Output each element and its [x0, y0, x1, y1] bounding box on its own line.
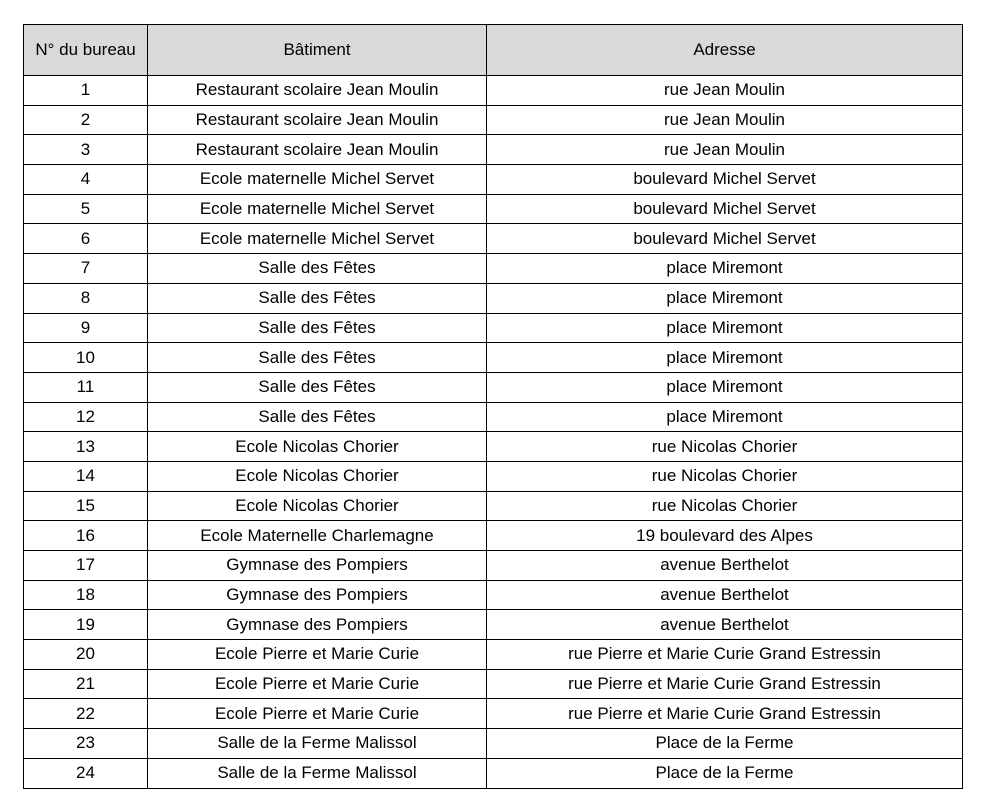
- table-row: [24, 254, 963, 284]
- cell-bureau-number: 15: [24, 491, 148, 521]
- cell-building: Gymnase des Pompiers: [148, 580, 487, 610]
- cell-address: place Miremont: [487, 402, 963, 432]
- cell-bureau-number: 12: [24, 402, 148, 432]
- cell-address: rue Pierre et Marie Curie Grand Estressin: [487, 640, 963, 670]
- cell-bureau-number: 5: [24, 194, 148, 224]
- cell-bureau-number: 8: [24, 283, 148, 313]
- cell-building: Salle des Fêtes: [148, 313, 487, 343]
- cell-address: place Miremont: [487, 313, 963, 343]
- cell-address: Place de la Ferme: [487, 758, 963, 788]
- cell-building: Ecole maternelle Michel Servet: [148, 165, 487, 195]
- cell-bureau-number: 6: [24, 224, 148, 254]
- cell-bureau-number: 17: [24, 551, 148, 581]
- cell-address: Place de la Ferme: [487, 729, 963, 759]
- table-row: [24, 194, 963, 224]
- polling-stations-table-container: [23, 24, 963, 789]
- table-row: [24, 135, 963, 165]
- cell-bureau-number: 11: [24, 372, 148, 402]
- table-row: [24, 283, 963, 313]
- cell-building: Salle des Fêtes: [148, 372, 487, 402]
- table-row: [24, 313, 963, 343]
- cell-address: rue Nicolas Chorier: [487, 432, 963, 462]
- cell-building: Ecole maternelle Michel Servet: [148, 224, 487, 254]
- cell-building: Ecole Pierre et Marie Curie: [148, 669, 487, 699]
- cell-address: place Miremont: [487, 283, 963, 313]
- table-row: [24, 402, 963, 432]
- cell-bureau-number: 23: [24, 729, 148, 759]
- cell-address: 19 boulevard des Alpes: [487, 521, 963, 551]
- cell-building: Salle des Fêtes: [148, 402, 487, 432]
- cell-bureau-number: 22: [24, 699, 148, 729]
- cell-building: Ecole Pierre et Marie Curie: [148, 699, 487, 729]
- cell-building: Ecole Maternelle Charlemagne: [148, 521, 487, 551]
- cell-bureau-number: 3: [24, 135, 148, 165]
- cell-bureau-number: 21: [24, 669, 148, 699]
- table-row: [24, 551, 963, 581]
- cell-bureau-number: 10: [24, 343, 148, 373]
- table-row: [24, 758, 963, 788]
- cell-bureau-number: 20: [24, 640, 148, 670]
- table-row: [24, 224, 963, 254]
- cell-address: avenue Berthelot: [487, 580, 963, 610]
- cell-bureau-number: 7: [24, 254, 148, 284]
- cell-building: Salle de la Ferme Malissol: [148, 729, 487, 759]
- table-row: [24, 491, 963, 521]
- cell-address: place Miremont: [487, 372, 963, 402]
- table-row: [24, 640, 963, 670]
- cell-bureau-number: 16: [24, 521, 148, 551]
- cell-bureau-number: 13: [24, 432, 148, 462]
- cell-building: Salle des Fêtes: [148, 254, 487, 284]
- table-row: [24, 165, 963, 195]
- cell-building: Salle des Fêtes: [148, 343, 487, 373]
- cell-bureau-number: 2: [24, 105, 148, 135]
- cell-address: rue Nicolas Chorier: [487, 461, 963, 491]
- table-row: [24, 461, 963, 491]
- table-row: [24, 729, 963, 759]
- cell-building: Restaurant scolaire Jean Moulin: [148, 76, 487, 106]
- cell-building: Gymnase des Pompiers: [148, 610, 487, 640]
- cell-building: Ecole Nicolas Chorier: [148, 432, 487, 462]
- header-address: Adresse: [487, 25, 963, 76]
- cell-building: Salle des Fêtes: [148, 283, 487, 313]
- header-building: Bâtiment: [148, 25, 487, 76]
- cell-address: boulevard Michel Servet: [487, 165, 963, 195]
- table-row: [24, 432, 963, 462]
- cell-address: boulevard Michel Servet: [487, 224, 963, 254]
- header-bureau-number: N° du bureau: [24, 25, 148, 76]
- cell-bureau-number: 19: [24, 610, 148, 640]
- cell-address: avenue Berthelot: [487, 551, 963, 581]
- cell-address: avenue Berthelot: [487, 610, 963, 640]
- cell-bureau-number: 9: [24, 313, 148, 343]
- cell-address: rue Jean Moulin: [487, 105, 963, 135]
- cell-building: Restaurant scolaire Jean Moulin: [148, 105, 487, 135]
- table-row: [24, 669, 963, 699]
- cell-building: Ecole maternelle Michel Servet: [148, 194, 487, 224]
- table-row: [24, 76, 963, 106]
- cell-address: rue Pierre et Marie Curie Grand Estressin: [487, 669, 963, 699]
- cell-address: rue Jean Moulin: [487, 76, 963, 106]
- cell-bureau-number: 1: [24, 76, 148, 106]
- table-header: [24, 25, 963, 76]
- table-row: [24, 105, 963, 135]
- table-row: [24, 699, 963, 729]
- table-row: [24, 610, 963, 640]
- cell-address: rue Jean Moulin: [487, 135, 963, 165]
- table-row: [24, 372, 963, 402]
- cell-building: Ecole Nicolas Chorier: [148, 461, 487, 491]
- cell-building: Gymnase des Pompiers: [148, 551, 487, 581]
- cell-building: Ecole Pierre et Marie Curie: [148, 640, 487, 670]
- cell-address: place Miremont: [487, 254, 963, 284]
- cell-address: place Miremont: [487, 343, 963, 373]
- polling-stations-table: [23, 24, 963, 789]
- cell-bureau-number: 18: [24, 580, 148, 610]
- table-body: [24, 76, 963, 789]
- table-row: [24, 580, 963, 610]
- cell-bureau-number: 14: [24, 461, 148, 491]
- cell-building: Ecole Nicolas Chorier: [148, 491, 487, 521]
- cell-address: rue Pierre et Marie Curie Grand Estressin: [487, 699, 963, 729]
- header-row: [24, 25, 963, 76]
- cell-bureau-number: 4: [24, 165, 148, 195]
- cell-building: Salle de la Ferme Malissol: [148, 758, 487, 788]
- table-row: [24, 521, 963, 551]
- cell-bureau-number: 24: [24, 758, 148, 788]
- cell-building: Restaurant scolaire Jean Moulin: [148, 135, 487, 165]
- cell-address: rue Nicolas Chorier: [487, 491, 963, 521]
- table-row: [24, 343, 963, 373]
- cell-address: boulevard Michel Servet: [487, 194, 963, 224]
